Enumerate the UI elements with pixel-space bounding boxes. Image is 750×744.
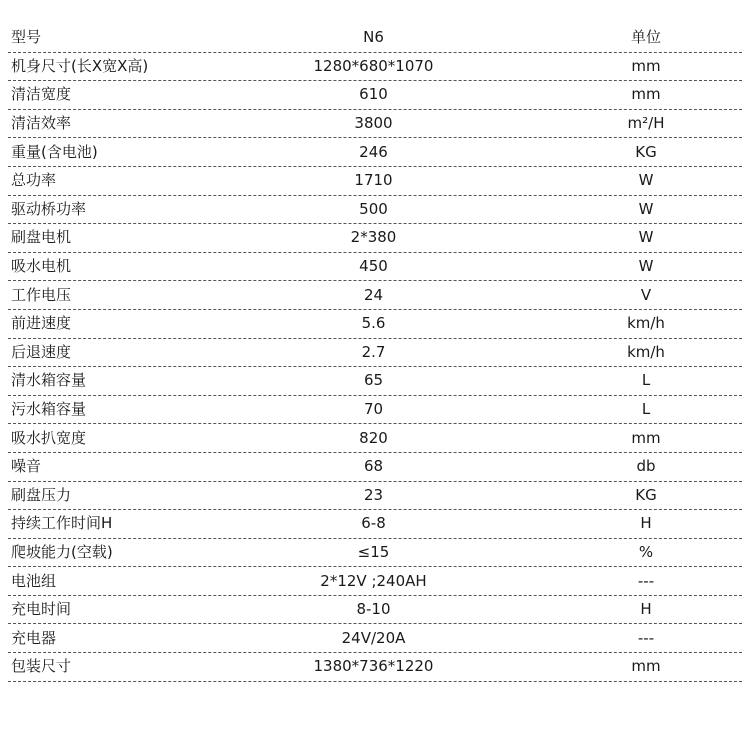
table-row [8, 110, 742, 139]
row-param: 重量(含电池) [11, 142, 98, 161]
row-param: 刷盘压力 [11, 485, 72, 504]
row-param: 电池组 [11, 571, 57, 590]
row-value: 24 [363, 285, 384, 304]
row-param: 清洁宽度 [11, 85, 72, 104]
table-row [8, 53, 742, 82]
row-unit: % [638, 542, 654, 561]
table-row [8, 281, 742, 310]
row-param: 吸水电机 [11, 257, 72, 276]
table-row [8, 367, 742, 396]
row-value: 1280*680*1070 [313, 56, 434, 75]
table-row [8, 81, 742, 110]
row-value: 8-10 [356, 600, 391, 619]
row-value: 3800 [354, 114, 393, 133]
row-param: 包装尺寸 [11, 657, 72, 676]
row-param: 驱动桥功率 [11, 199, 87, 218]
row-value: 1710 [354, 171, 393, 190]
table-row [8, 424, 742, 453]
row-unit: --- [637, 571, 655, 590]
table-row [8, 482, 742, 511]
row-value: 820 [359, 428, 388, 447]
row-value: 500 [359, 199, 388, 218]
table-row [8, 138, 742, 167]
header-unit: 单位 [630, 28, 661, 47]
row-unit: V [640, 285, 652, 304]
row-value: 246 [359, 142, 388, 161]
row-unit: m²/H [627, 114, 665, 133]
table-row [8, 396, 742, 425]
row-value: 1380*736*1220 [313, 657, 434, 676]
row-unit: H [640, 514, 652, 533]
row-param: 清洁效率 [11, 114, 72, 133]
row-param: 爬坡能力(空载) [11, 542, 113, 561]
row-param: 前进速度 [11, 314, 72, 333]
row-value: 70 [363, 400, 384, 419]
row-value: 2*12V ;240AH [320, 571, 427, 590]
row-unit: W [638, 171, 654, 190]
row-unit: km/h [627, 342, 665, 361]
row-value: 23 [363, 485, 384, 504]
row-unit: W [638, 228, 654, 247]
row-value: 610 [359, 85, 388, 104]
row-unit: W [638, 257, 654, 276]
row-unit: mm [631, 428, 661, 447]
row-unit: KG [635, 485, 657, 504]
table-row [8, 624, 742, 653]
table-row [8, 167, 742, 196]
row-value: 65 [363, 371, 384, 390]
table-row [8, 196, 742, 225]
table-row [8, 653, 742, 682]
row-value: 2*380 [350, 228, 397, 247]
table-row [8, 310, 742, 339]
row-unit: mm [631, 56, 661, 75]
spec-table [8, 24, 742, 682]
row-value: ≤15 [357, 542, 390, 561]
row-param: 吸水扒宽度 [11, 428, 87, 447]
row-unit: --- [637, 628, 655, 647]
row-param: 机身尺寸(长X宽X高) [11, 56, 149, 75]
table-row [8, 539, 742, 568]
row-value: 6-8 [361, 514, 386, 533]
table-header-row [8, 24, 742, 53]
header-param: 型号 [11, 28, 42, 47]
row-param: 工作电压 [11, 285, 72, 304]
row-value: 450 [359, 257, 388, 276]
row-unit: W [638, 199, 654, 218]
row-unit: KG [635, 142, 657, 161]
row-param: 后退速度 [11, 342, 72, 361]
row-unit: km/h [627, 314, 665, 333]
row-value: 2.7 [361, 342, 386, 361]
row-unit: db [636, 457, 656, 476]
row-unit: mm [631, 85, 661, 104]
table-body [8, 53, 742, 682]
row-unit: H [640, 600, 652, 619]
row-param: 总功率 [11, 171, 57, 190]
row-param: 噪音 [11, 457, 42, 476]
table-row [8, 596, 742, 625]
row-param: 充电时间 [11, 600, 72, 619]
row-value: 24V/20A [341, 628, 406, 647]
row-unit: L [641, 371, 651, 390]
row-param: 刷盘电机 [11, 228, 72, 247]
row-param: 持续工作时间H [11, 514, 113, 533]
table-row [8, 453, 742, 482]
row-value: 5.6 [361, 314, 386, 333]
row-value: 68 [363, 457, 384, 476]
table-row [8, 510, 742, 539]
table-row [8, 567, 742, 596]
table-row [8, 339, 742, 368]
row-unit: mm [631, 657, 661, 676]
row-param: 污水箱容量 [11, 400, 87, 419]
table-row [8, 224, 742, 253]
row-param: 清水箱容量 [11, 371, 87, 390]
header-model: N6 [363, 28, 384, 47]
row-unit: L [641, 400, 651, 419]
table-row [8, 253, 742, 282]
row-param: 充电器 [11, 628, 57, 647]
